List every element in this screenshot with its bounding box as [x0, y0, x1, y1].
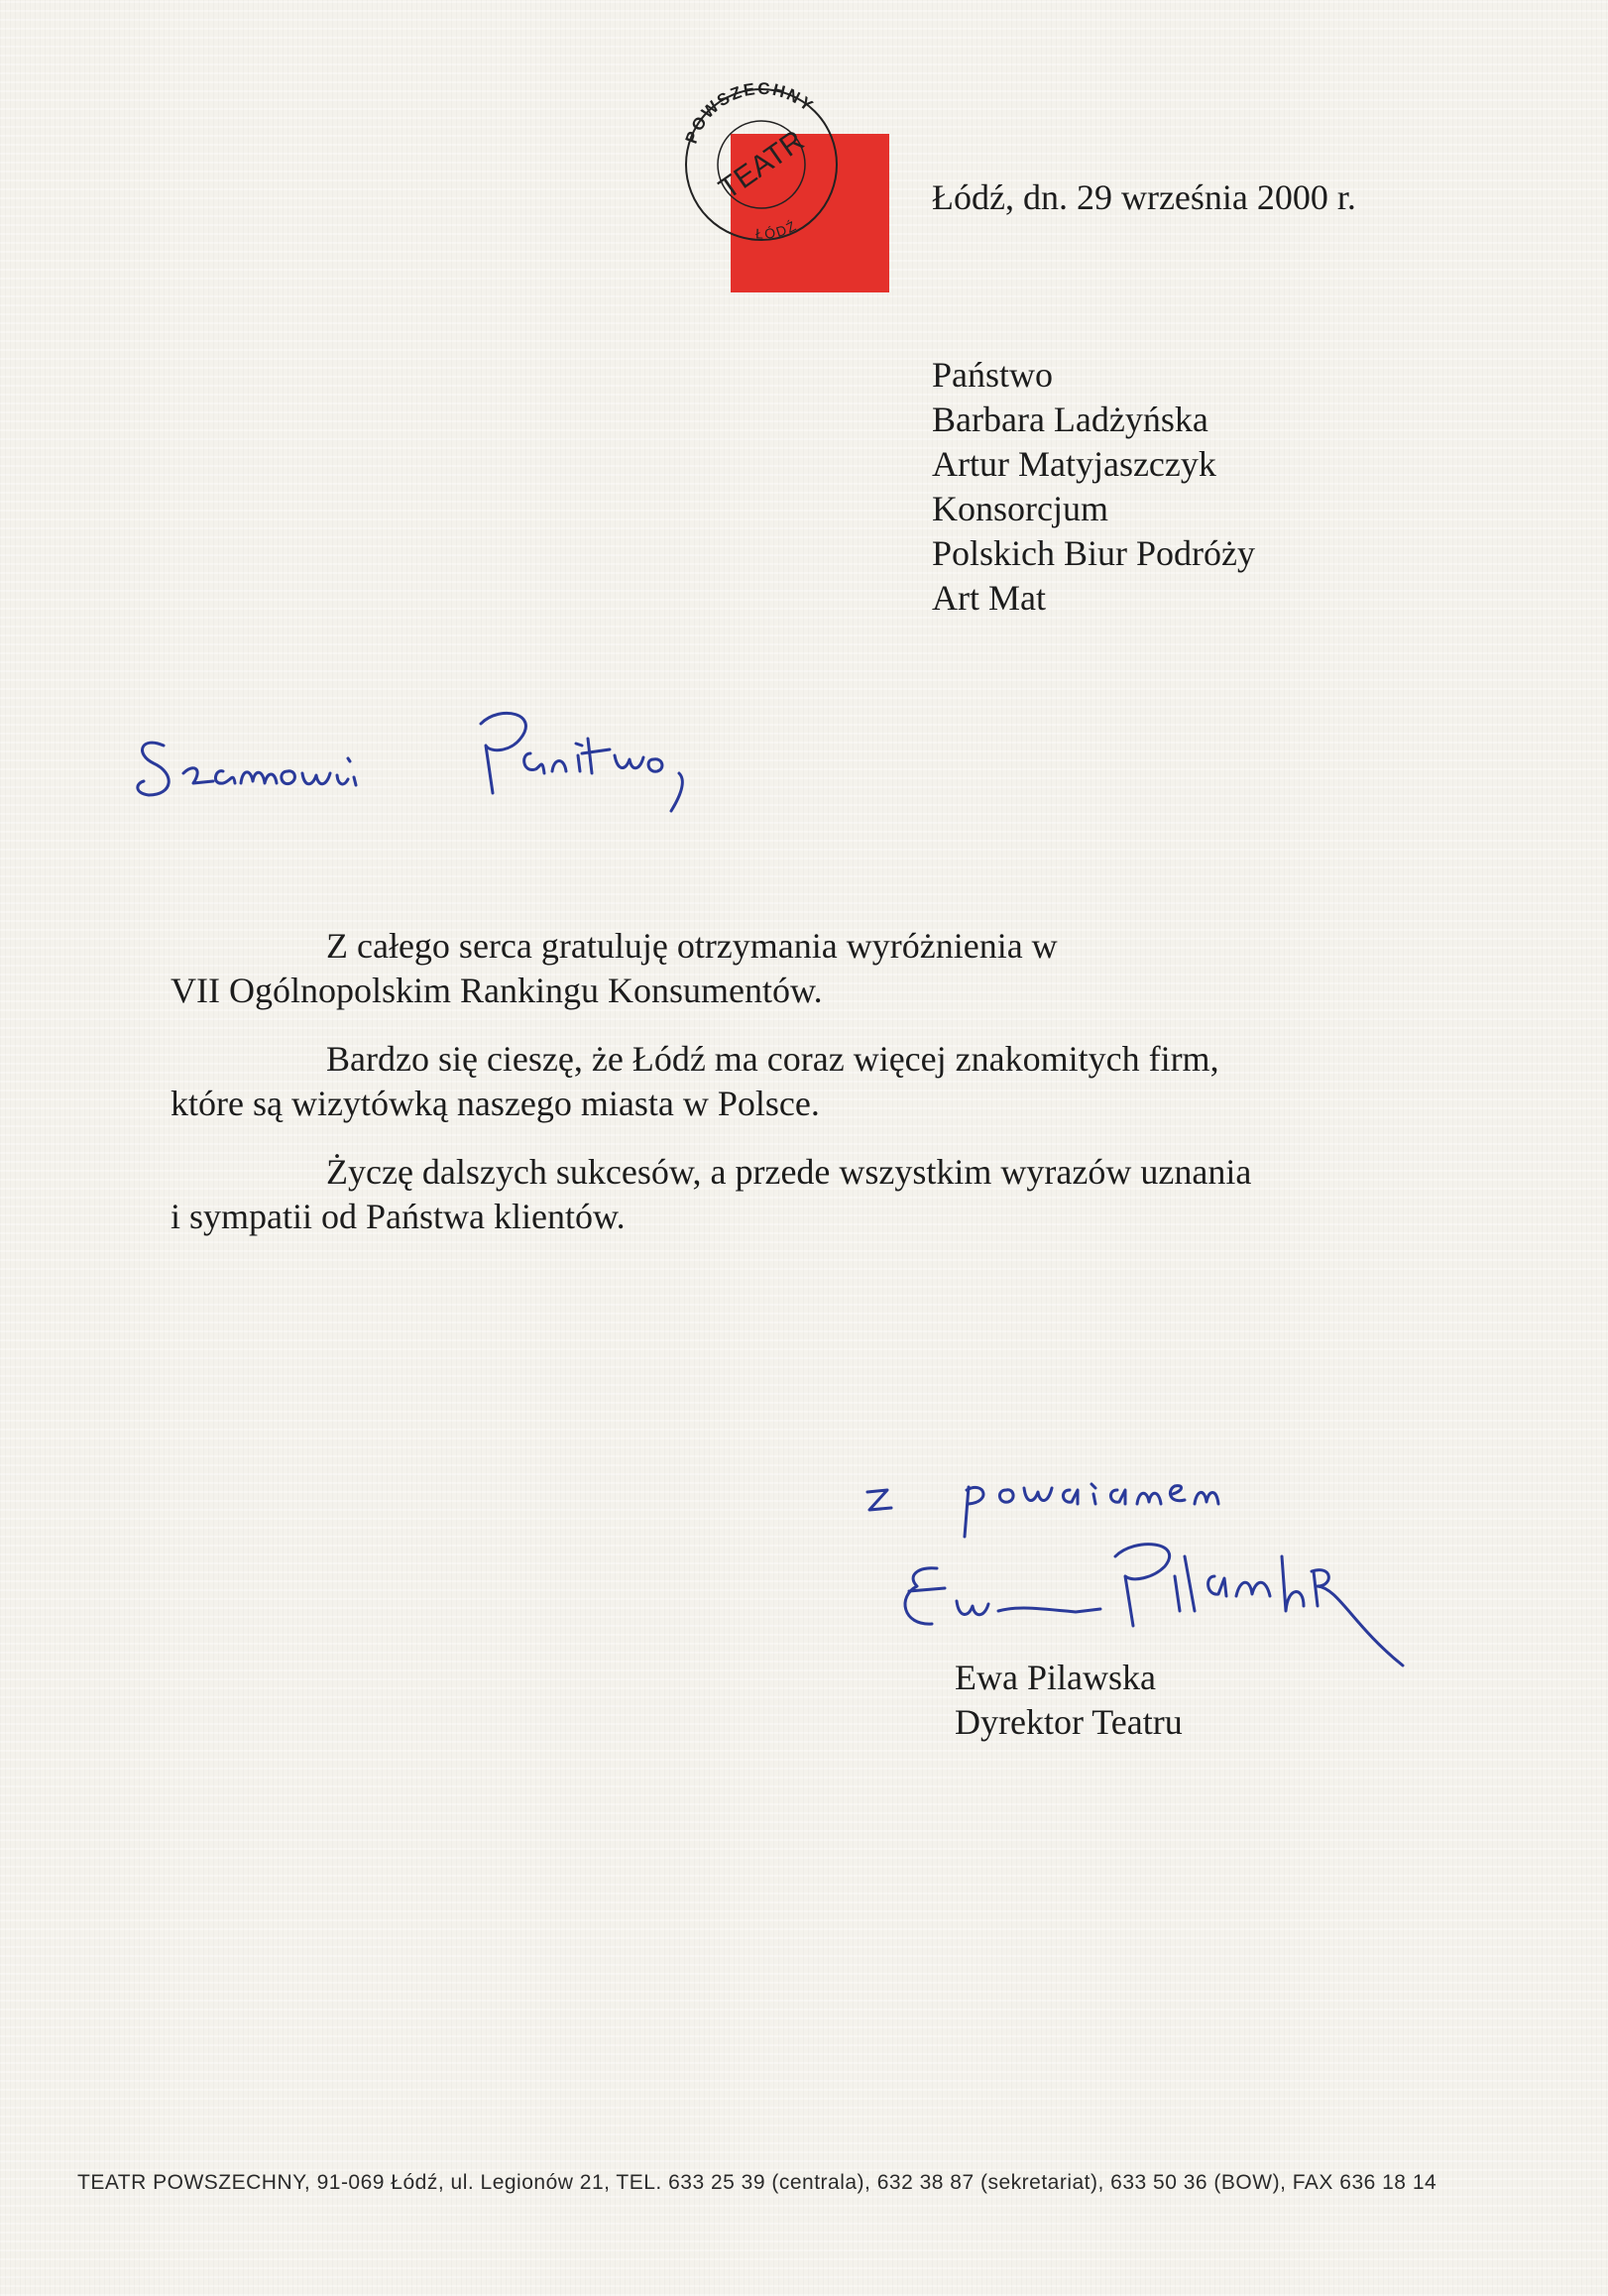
body-paragraph: [171, 1150, 1420, 1239]
addressee-block: [932, 353, 1255, 621]
addressee-line: Artur Matyjaszczyk: [932, 444, 1216, 484]
signer-block: [955, 1656, 1183, 1745]
body-paragraph: [171, 1037, 1420, 1126]
letterhead-footer: TEATR POWSZECHNY, 91-069 Łódź, ul. Legionów 21, TEL. 633 25 39 (centrala), 632 38 87 (sekretariat), 633 50 36 (BOW), FAX 636 18 14: [77, 2171, 1437, 2194]
letter-date: Łódź, dn. 29 września 2000 r.: [932, 177, 1356, 217]
addressee-line: Konsorcjum: [932, 489, 1108, 528]
salutation-handwriting-icon: [124, 684, 838, 853]
signer-title: Dyrektor Teatru: [955, 1702, 1183, 1742]
letter-body: [171, 924, 1420, 1263]
addressee-line: Art Mat: [932, 578, 1046, 618]
addressee-line: Barbara Ladżyńska: [932, 400, 1208, 439]
svg-text:ŁÓDŹ: [755, 217, 800, 242]
body-paragraph: [171, 924, 1420, 1013]
body-line: Życzę dalszych sukcesów, a przede wszystkim wyrazów uznania: [326, 1152, 1252, 1192]
body-line: Bardzo się cieszę, że Łódź ma coraz więcej znakomitych firm,: [326, 1039, 1219, 1079]
logo-center-text: TEATR: [713, 124, 811, 206]
logo-stamp-icon: [664, 67, 902, 295]
addressee-line: Państwo: [932, 355, 1054, 395]
logo-ring-bottom-text: ŁÓDŹ: [754, 216, 801, 242]
logo-ring-top-text: POWSZECHNY: [681, 78, 818, 147]
handwritten-salutation: [124, 684, 838, 858]
addressee-line: Polskich Biur Podróży: [932, 533, 1256, 573]
body-line: które są wizytówką naszego miasta w Polsce.: [171, 1084, 820, 1123]
theatre-logo: [664, 67, 902, 295]
body-line: i sympatii od Państwa klientów.: [171, 1197, 626, 1236]
body-line: VII Ogólnopolskim Rankingu Konsumentów.: [171, 971, 823, 1010]
signer-name: Ewa Pilawska: [955, 1658, 1156, 1697]
body-line: Z całego serca gratuluję otrzymania wyróżnienia w: [326, 926, 1058, 966]
